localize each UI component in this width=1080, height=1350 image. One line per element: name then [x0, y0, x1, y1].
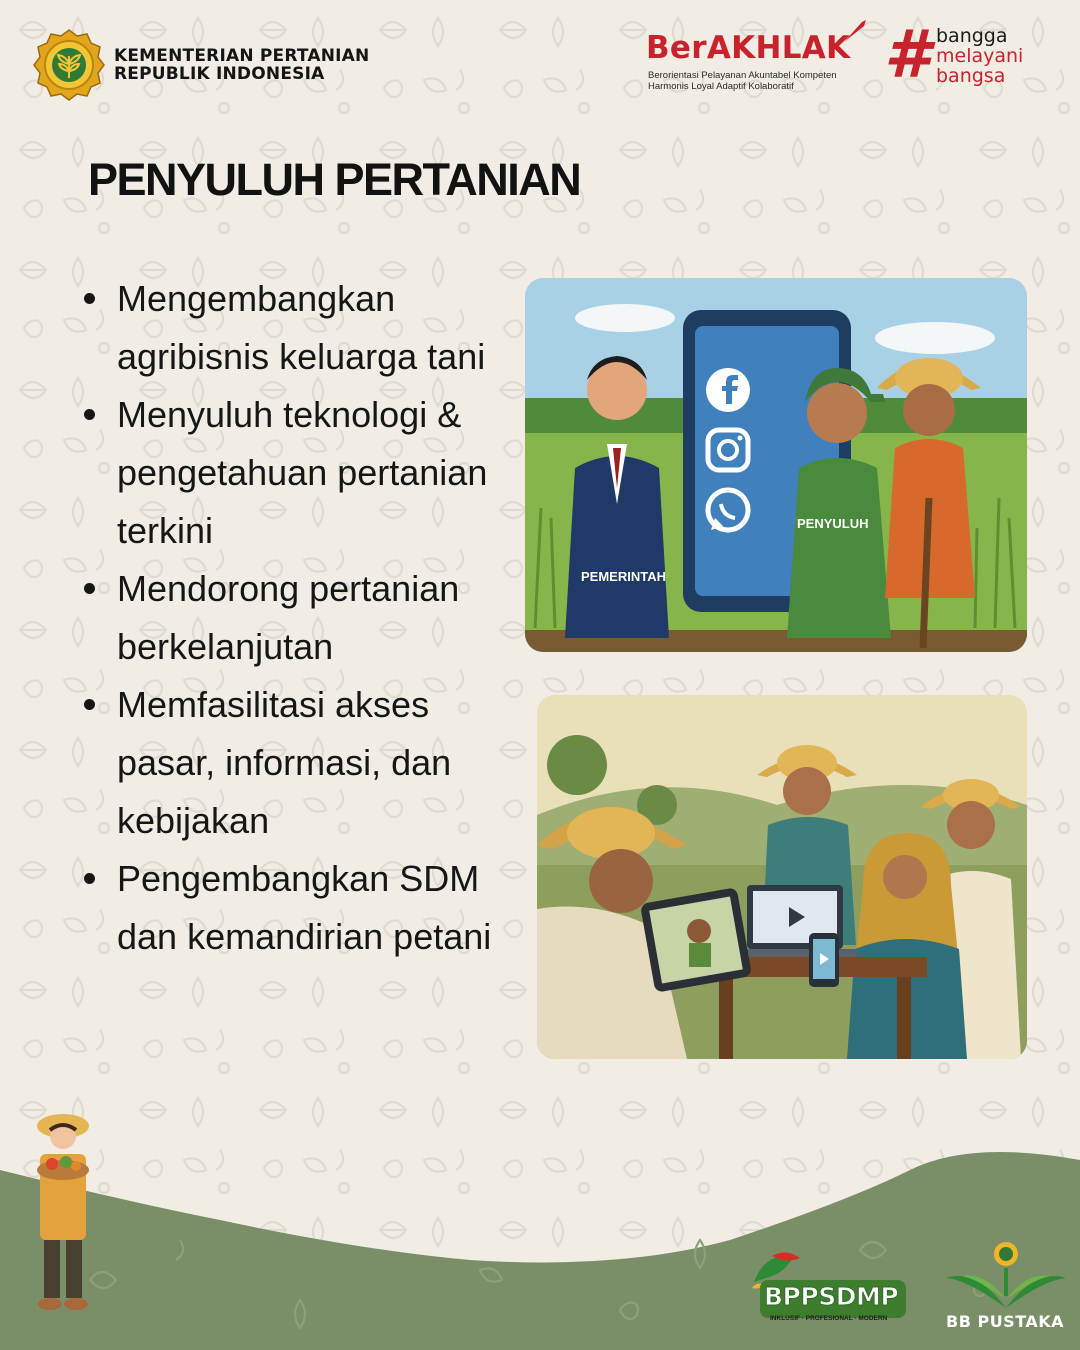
berakhlak-logo [646, 18, 868, 94]
hashtag-line1: bangga [936, 25, 1008, 47]
bppsdmp-tagline: INKLUSIF · PROFESIONAL · MODERN [770, 1315, 888, 1322]
bppsdmp-wordmark: BPPSDMP [764, 1282, 899, 1311]
berakhlak-values-line2: Harmonis Loyal Adaptif Kolaboratif [648, 81, 794, 92]
berakhlak-values-line1: Berorientasi Pelayanan Akuntabel Kompeten [648, 70, 837, 81]
ministry-name-line2: REPUBLIK INDONESIA [114, 64, 325, 84]
list-item: Memfasilitasi akses pasar, informasi, dan kebijakan [80, 676, 526, 850]
illustration-farmers-digital-devices [537, 695, 1027, 1059]
farmer-mascot-illustration [26, 1108, 100, 1318]
ministry-emblem-icon [32, 28, 106, 102]
label-pemerintah: PEMERINTAH [581, 569, 666, 584]
hashtag-line2: melayani [936, 45, 1024, 67]
list-item: Pengembangkan SDM dan kemandirian petani [80, 850, 526, 966]
duty-list [80, 270, 526, 966]
label-penyuluh: PENYULUH [797, 516, 869, 531]
phone-video-icon [809, 933, 839, 987]
list-item: Mendorong pertanian berkelanjutan [80, 560, 526, 676]
bb-pustaka-logo [940, 1238, 1072, 1334]
ministry-name-line1: KEMENTERIAN PERTANIAN [114, 46, 370, 66]
illustration-extension-social-media [525, 278, 1027, 652]
bppsdmp-logo [744, 1248, 910, 1330]
list-item: Mengembangkan agribisnis keluarga tani [80, 270, 526, 386]
ministry-logo-block [32, 28, 369, 102]
bb-pustaka-wordmark: BB PUSTAKA [946, 1312, 1065, 1331]
footer-green-wave [0, 1130, 1080, 1350]
facebook-icon [706, 368, 750, 412]
tablet-icon [640, 887, 752, 993]
list-item: Menyuluh teknologi & pengetahuan pertanian terkini [80, 386, 526, 560]
hashtag-line3: bangsa [936, 65, 1006, 87]
page-title: PENYULUH PERTANIAN [88, 154, 581, 205]
bb-pustaka-emblem-icon [940, 1238, 1072, 1314]
bangga-melayani-bangsa-logo [884, 16, 1054, 96]
berakhlak-wordmark: BerAKHLAK [646, 30, 851, 66]
hashtag-symbol: # [884, 16, 930, 93]
